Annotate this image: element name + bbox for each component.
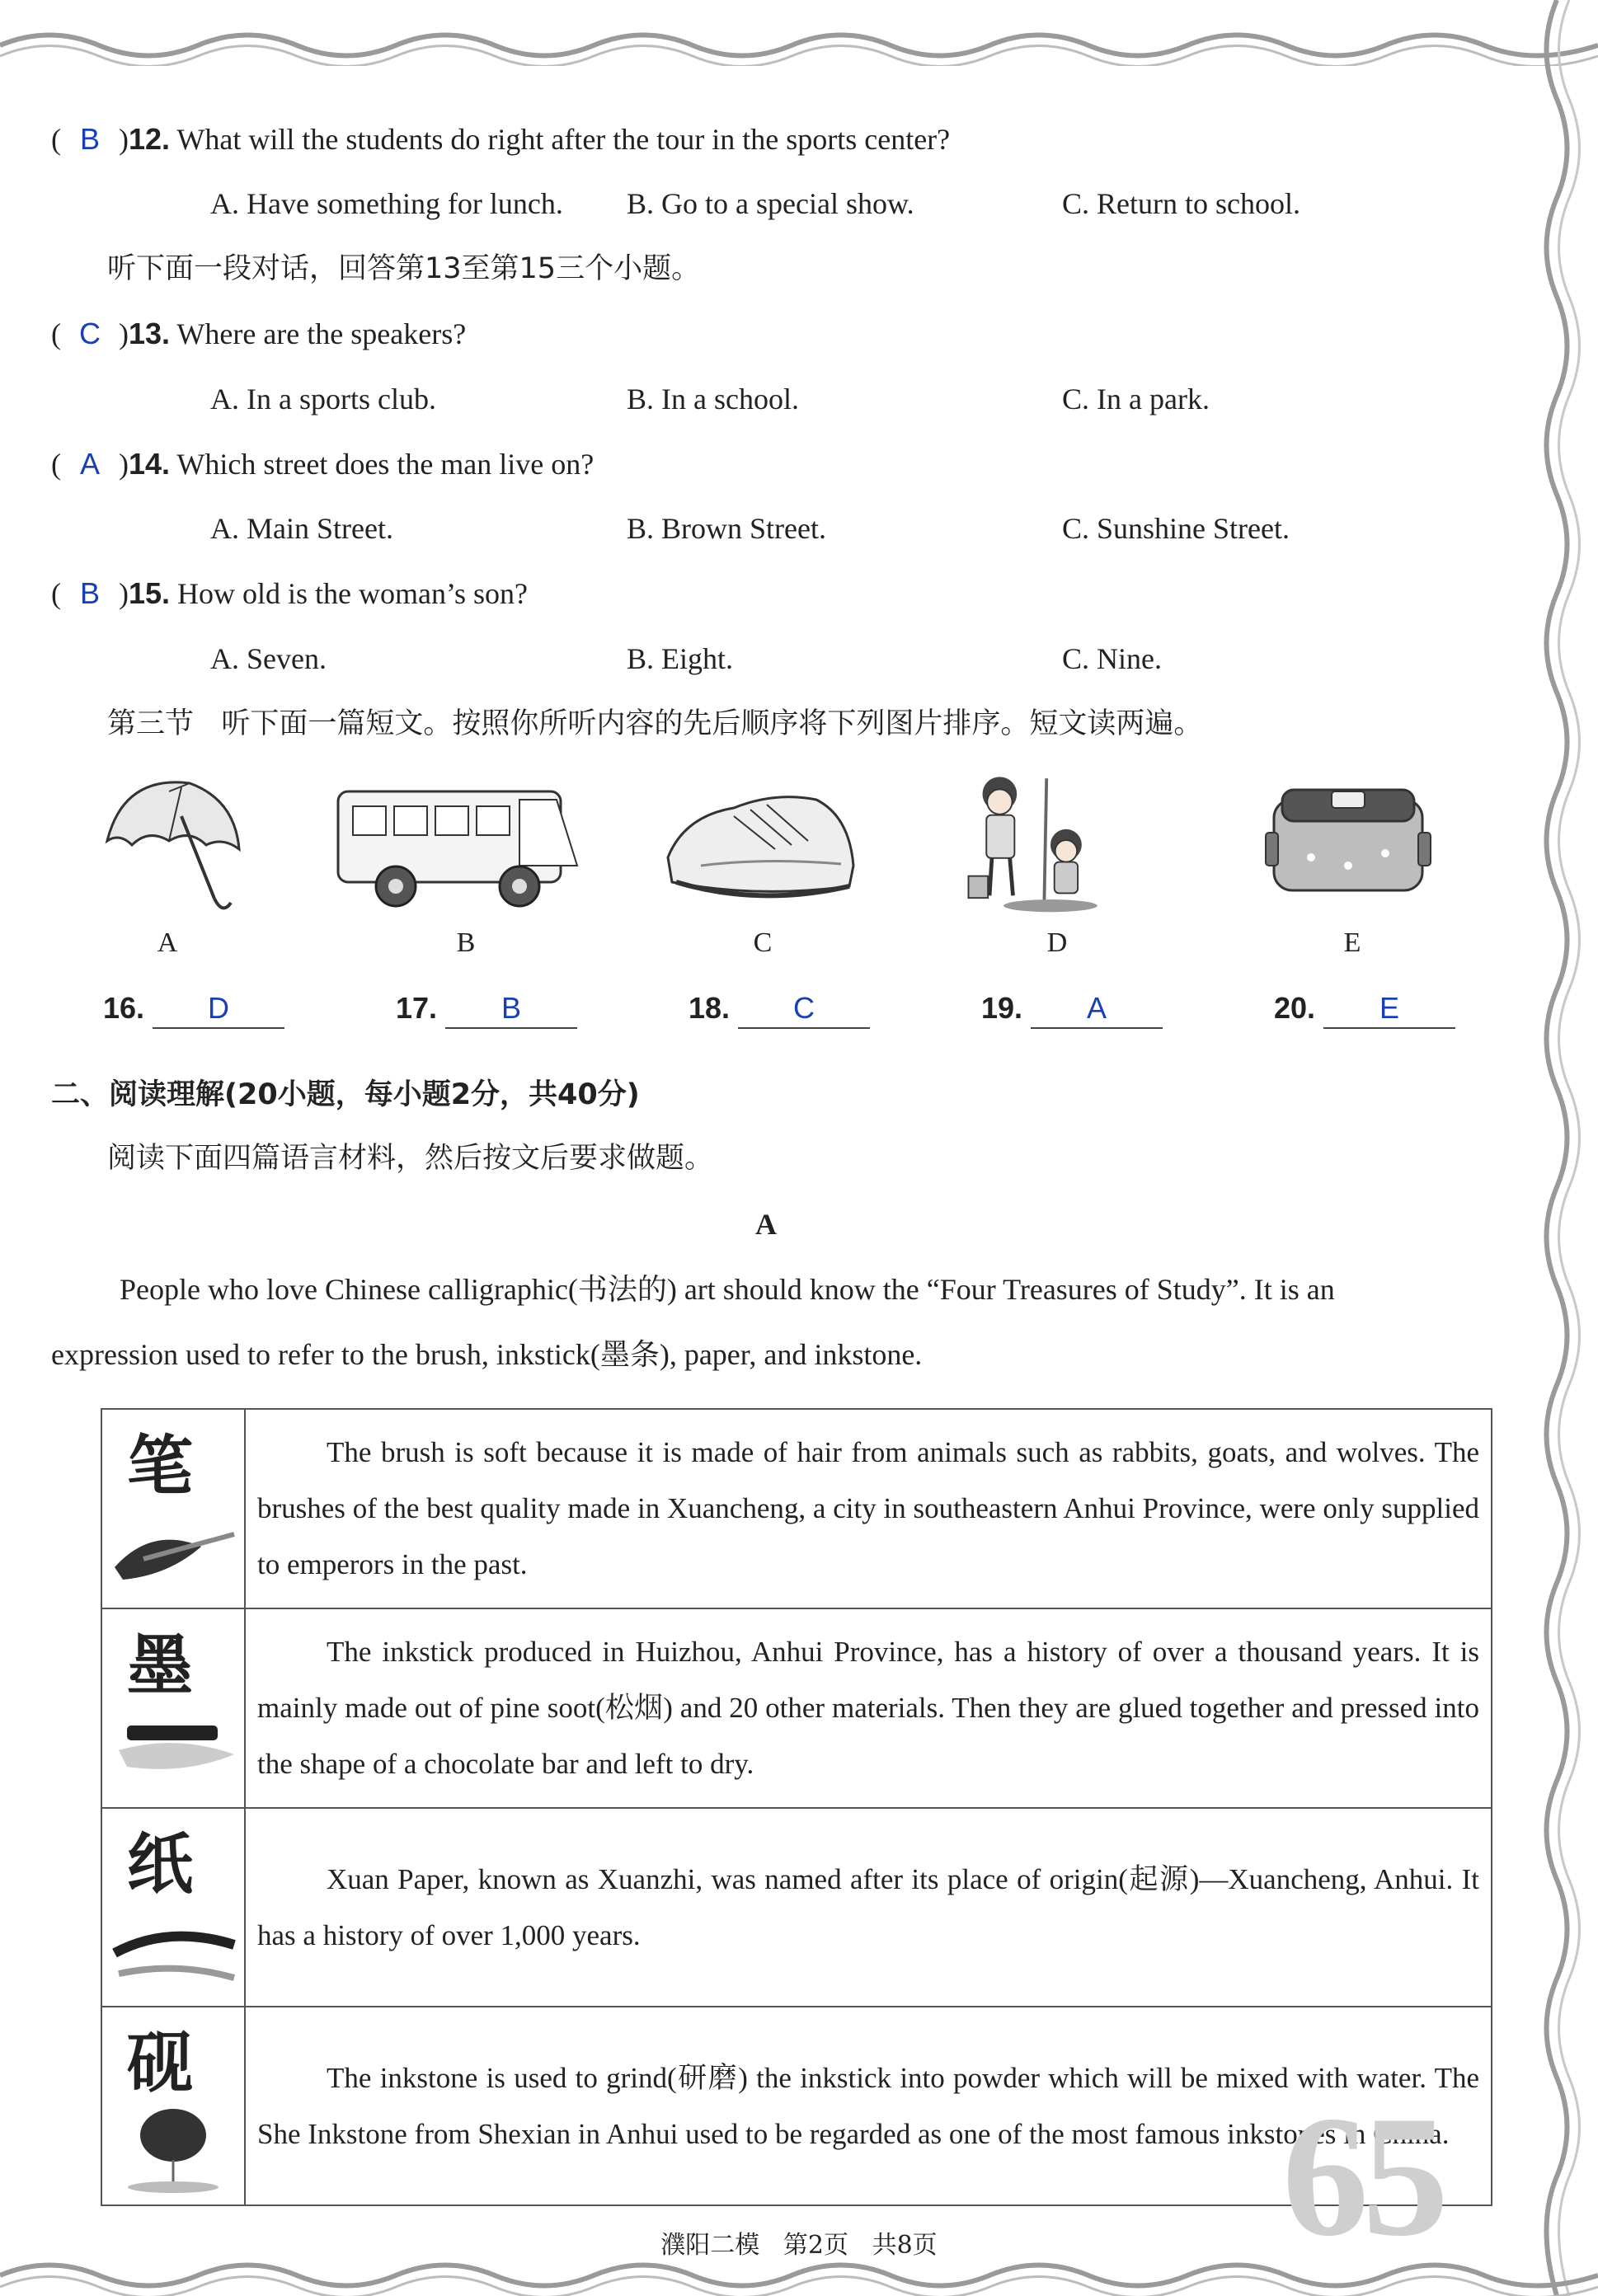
option-b: B. Eight.: [627, 642, 734, 675]
question-13: ( C )13. Where are the speakers?: [51, 315, 466, 353]
inkstick-character: 墨: [127, 1626, 193, 1704]
option-c: C. In a park.: [1062, 383, 1210, 416]
blank-20: [1274, 989, 1455, 1029]
question-number: 15.: [129, 576, 171, 610]
option-a: A. Main Street.: [210, 512, 393, 545]
bus-icon: [330, 767, 602, 915]
inkstone-character: 砚: [127, 2024, 193, 2101]
brush-description: [245, 1409, 1492, 1608]
blank-number: 17.: [396, 991, 438, 1025]
page-number-stamp: 65: [1282, 2081, 1442, 2272]
question-text: Where are the speakers?: [176, 317, 467, 350]
question-14: ( A )14. Which street does the man live on?: [51, 445, 594, 483]
picture-label-d: D: [1046, 927, 1068, 958]
picture-label-a: A: [157, 927, 178, 958]
instruction-13-15: 听下面一段对话，回答第13至第15三个小题。: [107, 252, 701, 285]
blank-17: [396, 989, 577, 1029]
brush-calligraphy-icon: [102, 1411, 244, 1603]
sneakers-icon: [651, 767, 866, 915]
page-footer: 濮阳二模 第2页 共8页: [660, 2231, 938, 2260]
option-a: A. Have something for lunch.: [210, 187, 563, 220]
brush-text: The brush is soft because it is made of hair from animals such as rabbits, goats, and wolves. The brushes of the best quality made in Xuancheng, a city in southeastern Anhui Province, were only supplied to emperors in the past.: [257, 1436, 1479, 1580]
inkstick-text: The inkstick produced in Huizhou, Anhui Province, has a history of over a thousand years. It is mainly made out of pine soot(松烟) and 20 other materials. Then they are glued together and pressed into the shape of a chocolate bar and left to dry.: [257, 1636, 1479, 1780]
planting-tree-icon: [952, 767, 1117, 915]
paper-calligraphy-icon: [102, 1809, 244, 2002]
blank-number: 20.: [1274, 991, 1316, 1025]
blank-number: 18.: [689, 991, 731, 1025]
table-row: [101, 1409, 1492, 1608]
inkstone-text: The inkstone is used to grind(研磨) the inkstick into powder which will be mixed with water. The She Inkstone from Shexian in Anhui used to be regarded as one of the most famous inkstones in China.: [257, 2061, 1479, 2150]
passage-label: A: [755, 1208, 777, 1241]
option-b: B. Go to a special show.: [627, 187, 914, 220]
picture-label-b: B: [456, 927, 476, 958]
question-12: ( B )12. What will the students do right after the tour in the sports center?: [51, 120, 950, 158]
paper-character: 纸: [127, 1825, 193, 1903]
right-border-decoration: [1532, 0, 1598, 2296]
reading-instruction: 阅读下面四篇语言材料，然后按文后要求做题。: [107, 1142, 714, 1175]
answer-13: C: [79, 317, 101, 350]
inkstone-calligraphy-icon: [102, 2007, 244, 2200]
paper-text: Xuan Paper, known as Xuanzhi, was named after its place of origin(起源)—Xuancheng, Anhui. It has a history of over 1,000 years.: [257, 1862, 1479, 1951]
picture-label-c: C: [753, 927, 773, 958]
table-row: [101, 1808, 1492, 2007]
blank-number: 19.: [981, 991, 1023, 1025]
option-c: C. Return to school.: [1062, 187, 1300, 220]
question-number: 13.: [129, 317, 171, 350]
question-15: ( B )15. How old is the woman’s son?: [51, 575, 528, 613]
blank-16: [103, 989, 284, 1029]
question-text: How old is the woman’s son?: [177, 577, 529, 610]
question-text: Which street does the man live on?: [176, 448, 595, 481]
blank-answer: B: [445, 989, 577, 1029]
option-b: B. Brown Street.: [627, 512, 826, 545]
question-number: 12.: [129, 122, 171, 156]
blank-19: [981, 989, 1163, 1029]
inkstick-image-cell: [101, 1608, 245, 1808]
option-c: C. Nine.: [1062, 642, 1162, 675]
passage-intro-line1: People who love Chinese calligraphic(书法的) art should know the “Four Treasures of Study”. It is an: [120, 1273, 1335, 1306]
blank-answer: A: [1031, 989, 1163, 1029]
blank-answer: D: [153, 989, 284, 1029]
reading-section-title: 二、阅读理解(20小题，每小题2分，共40分): [51, 1078, 640, 1111]
passage-intro-line2: expression used to refer to the brush, inkstick(墨条), paper, and inkstone.: [51, 1338, 923, 1371]
option-b: B. In a school.: [627, 383, 799, 416]
picture-label-e: E: [1343, 927, 1361, 958]
paper-image-cell: [101, 1808, 245, 2007]
option-a: A. Seven.: [210, 642, 327, 675]
answer-15: B: [79, 576, 100, 610]
brush-character: 笔: [127, 1426, 193, 1505]
table-row: [101, 1608, 1492, 1808]
question-number: 14.: [129, 447, 171, 481]
blank-answer: C: [738, 989, 870, 1029]
brush-image-cell: [101, 1409, 245, 1608]
answer-14: A: [79, 447, 100, 481]
blank-answer: E: [1323, 989, 1455, 1029]
inkstick-description: [245, 1608, 1492, 1808]
lunchbox-icon: [1262, 767, 1435, 915]
option-c: C. Sunshine Street.: [1062, 512, 1290, 545]
option-a: A. In a sports club.: [210, 383, 436, 416]
blank-18: [689, 989, 870, 1029]
umbrella-icon: [91, 767, 247, 915]
top-border-decoration: [0, 0, 1598, 66]
paper-description: [245, 1808, 1492, 2007]
inkstone-image-cell: [101, 2007, 245, 2205]
section3-instruction: 第三节 听下面一篇短文。按照你所听内容的先后顺序将下列图片排序。短文读两遍。: [107, 707, 1203, 740]
inkstick-calligraphy-icon: [102, 1610, 244, 1803]
answer-12: B: [79, 122, 100, 156]
question-text: What will the students do right after the tour in the sports center?: [176, 123, 951, 156]
blank-number: 16.: [103, 991, 145, 1025]
